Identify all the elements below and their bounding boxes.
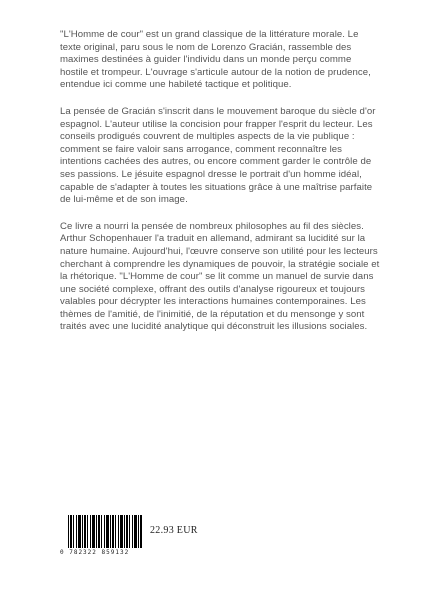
blurb-paragraph-1: "L'Homme de cour" est un grand classique de la littérature morale. Le texte original, paru sous le nom de Lorenzo Gracián, rassemble des maximes destinées à guider l'individu dans un monde perçu comme hostile et trompeur. L'ouvrage s'articule autour de la notion de prudence, entendue ici comme une habileté tactique et politique. (60, 29, 371, 91)
isbn-barcode (60, 515, 145, 559)
barcode-digits: 0 782322 859132 (60, 549, 130, 556)
price-label: 22.93 EUR (150, 525, 198, 536)
blurb-text (60, 29, 380, 348)
blurb-paragraph-2: La pensée de Gracián s'inscrit dans le mouvement baroque du siècle d'or espagnol. L'auteur utilise la concision pour frapper l'esprit du lecteur. Les conseils prodigués couvrent de multiples aspects de la vie publique : comment se faire valoir sans arrogance, comment reconnaître les intentions cachées des autres, ou encore comment garder le contrôle de ses passions. Le jésuite espagnol dresse le portrait d'un homme idéal, capable de s'adapter à toutes les situations grâce à une maîtrise parfaite de lui-même et de son image. (60, 105, 376, 206)
barcode-bars (68, 515, 143, 548)
blurb-paragraph-3: Ce livre a nourri la pensée de nombreux philosophes au fil des siècles. Arthur Schopenhauer l'a traduit en allemand, admirant sa lucidité sur la nature humaine. Aujourd'hui, l'œuvre conserve son utilité pour les lecteurs cherchant à comprendre les dynamiques de pouvoir, la stratégie sociale et la rhétorique. "L'Homme de cour" se lit comme un manuel de survie dans une société complexe, offrant des outils d'analyse rigoureux et toujours valables pour décrypter les interactions humaines contemporaines. Les thèmes de l'amitié, de l'inimitié, de la réputation et du mensonge y sont traités avec une lucidité analytique qui déconstruit les illusions sociales. (60, 220, 380, 333)
